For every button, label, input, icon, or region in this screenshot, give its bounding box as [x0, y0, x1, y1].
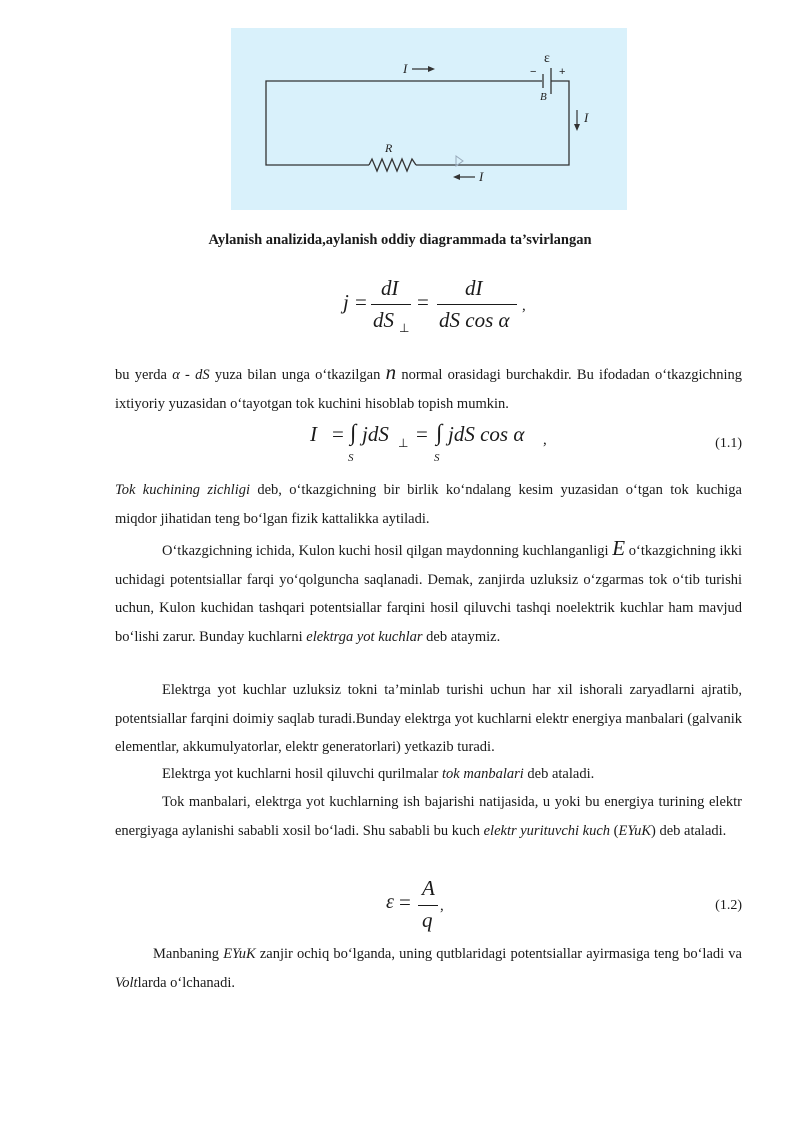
p3-term: elektrga yot kuchlar [306, 628, 423, 645]
p7-text-1: Manbaning [153, 946, 224, 962]
eq1-den2: dS cos α [439, 308, 510, 332]
eq1-den1: dS [373, 308, 394, 332]
label-current-top: I [403, 61, 408, 76]
eq11-lim-1: S [348, 452, 354, 464]
p7-text-2: zanjir ochiq bo‘lganda, uning qutblaridagi potentsiallar ayirmasiga teng bo‘ladi va [255, 946, 742, 962]
p1-text-1: bu yerda [115, 367, 173, 383]
p1-text-3: yuza bilan unga o‘tkazilgan [209, 367, 386, 383]
p3-text-3: deb ataymiz. [422, 628, 501, 645]
p6-text-2: ( [610, 822, 619, 839]
label-plus: + [559, 66, 566, 78]
eq11-lhs: I [310, 422, 317, 446]
paragraph-external-forces: Elektrga yot kuchlar uzluksiz tokni ta’minlab turishi uchun har xil ishorali zaryadlarni ajratib, potentsiallar farqini doimiy saqlab turadi.Bunday elektrga yot kuchlarni elektr energiya manbalari (galvanik elementlar, akkumulyatorlar, elektr generatorlari) yetkazib turadi. [115, 682, 742, 756]
p2-term: Tok kuchining zichligi [115, 482, 251, 498]
paragraph-emf-definition [115, 788, 742, 845]
eq11-equals-2: = [416, 422, 428, 446]
eq1-den1-sub: ⊥ [399, 321, 410, 335]
p5-term: tok manbalari [442, 766, 524, 782]
eq1-tail: , [522, 298, 526, 314]
p5-text-2: deb ataladi. [523, 766, 595, 782]
paragraph-current-sources [115, 760, 742, 789]
eq11-lim-2: S [434, 452, 440, 464]
p7-unit: Volt [115, 974, 138, 991]
eq11-tail: , [543, 432, 547, 448]
label-current-right: I [584, 110, 589, 125]
equation-current-density [343, 276, 543, 336]
equation-1-1 [310, 422, 570, 472]
paragraph-coulomb-field [115, 534, 742, 651]
eq11-body-2: jdS cos α [448, 422, 525, 446]
eq1-equals-2: = [417, 290, 429, 314]
eq11-sub-1: ⊥ [398, 436, 409, 450]
p7-text-3: larda o‘lchanadi. [137, 974, 235, 991]
eq11-int-1: ∫ [350, 420, 357, 445]
equation-1-2 [386, 876, 466, 934]
p1-normal-n: n [385, 360, 397, 384]
paragraph-current-density [115, 476, 742, 533]
eq11-int-2: ∫ [436, 420, 443, 445]
p3-field-E: E [612, 536, 626, 560]
p1-alpha: α [172, 367, 180, 383]
p7-abbr: EYuK [223, 946, 256, 962]
paragraph-emf-measurement [115, 940, 742, 997]
label-resistor: R [385, 141, 393, 155]
figure-caption: Aylanish analizida,aylanish oddiy diagrammada ta’svirlangan [208, 232, 592, 248]
paragraph-alpha-definition [115, 358, 742, 418]
circuit-diagram [231, 28, 627, 210]
p6-text-1: Tok manbalari, elektrga yot kuchlarning ish bajarishi natijasida, u yoki bu energiya turining elektr energiyaga aylanishi sababli xosil bo‘ladi. Shu sababli bu kuch [115, 794, 742, 839]
label-current-bottom: I [479, 169, 484, 184]
p1-text-2: - [179, 367, 196, 383]
eq1-frac-bar-1 [371, 304, 411, 305]
eq12-den: q [422, 908, 433, 932]
eq1-num1: dI [381, 276, 399, 300]
eq12-tail: , [440, 898, 444, 914]
eq1-frac-bar-2 [437, 304, 517, 305]
p1-dS: dS [195, 367, 210, 383]
p1-text-4: normal orasidagi burchakdir. Bu ifodadan o‘tkazgichning ixtiyoriy yuzasidan o‘tayotgan tok kuchini hisoblab topish mumkin. [115, 367, 742, 412]
p3-text-2: o‘tkazgichning ikki uchidagi potentsiallar farqi yo‘qolguncha saqlanadi. Demak, zanjirda uzluksiz o‘zgarmas tok o‘tib turishi uchun, Kulon kuchidan tashqari potentsiallar farqini hosil qiluvchi tashqi noelektrik kuchlar ham mavjud bo‘lishi zarur. Bunday kuchlarni [115, 543, 743, 645]
eq12-lhs: ε [386, 891, 394, 913]
label-emf: ε [544, 51, 550, 66]
figure-background [231, 28, 627, 210]
p2-rest: deb, o‘tkazgichning bir birlik ko‘ndalang kesim yuzasidan o‘tgan tok kuchiga miqdor jihatidan teng bo‘lgan fizik kattalikka aytiladi. [115, 482, 742, 527]
eq1-equals-1: = [355, 290, 367, 314]
p6-abbr: EYuK [618, 822, 652, 839]
equation-1-2-number: (1.2) [715, 898, 742, 913]
eq12-num: A [422, 876, 435, 900]
p3-text-1: O‘tkazgichning ichida, Kulon kuchi hosil qilgan maydonning kuchlanganligi [162, 543, 613, 559]
p5-text-1: Elektrga yot kuchlarni hosil qiluvchi qurilmalar [162, 766, 443, 782]
eq12-frac-bar [418, 905, 438, 906]
eq11-equals-1: = [332, 422, 344, 446]
eq11-body-1: jdS [362, 422, 389, 446]
eq1-num2: dI [465, 276, 483, 300]
eq1-lhs: j [343, 290, 349, 314]
label-minus: − [530, 66, 537, 78]
eq12-equals: = [399, 890, 411, 914]
label-battery: B [540, 91, 547, 103]
circuit-svg [231, 28, 627, 210]
p6-term: elektr yurituvchi kuch [483, 822, 611, 839]
equation-1-1-number: (1.1) [715, 436, 742, 451]
p6-text-3: ) deb ataladi. [651, 822, 727, 839]
